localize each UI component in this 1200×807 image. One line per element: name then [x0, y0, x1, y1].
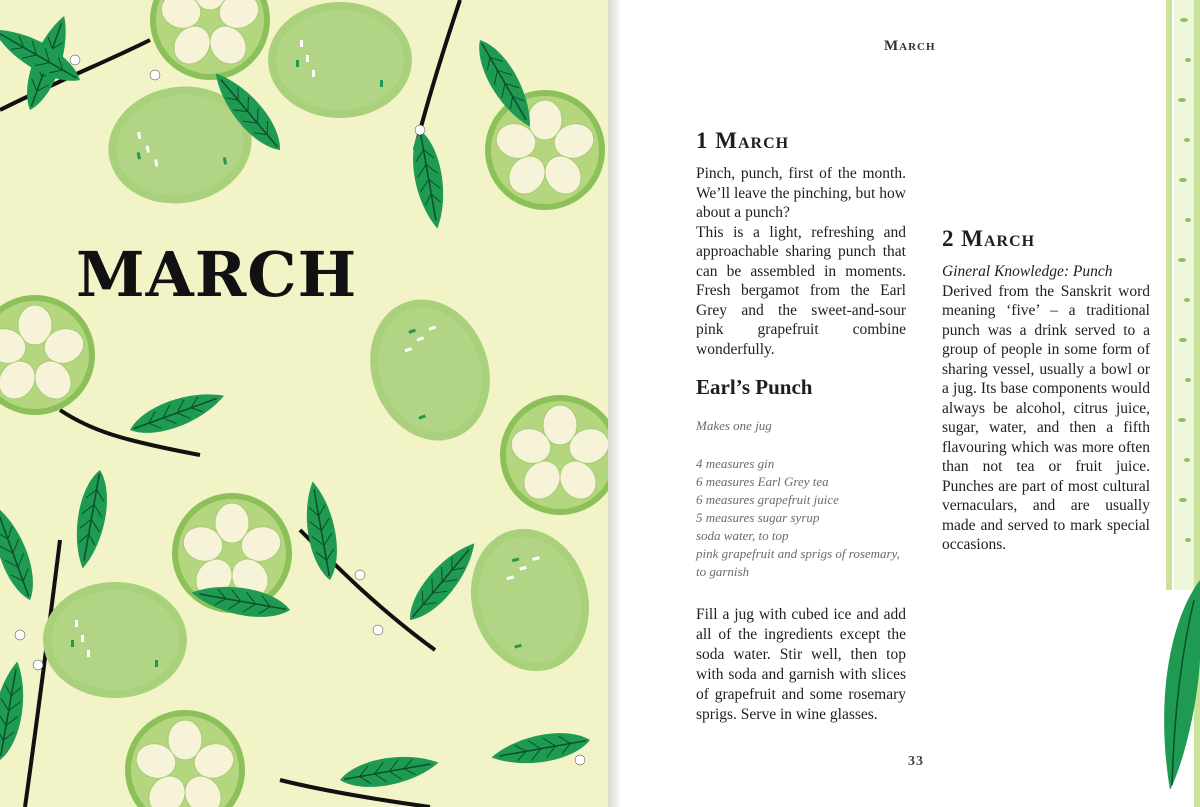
ingredient-list	[696, 455, 906, 581]
running-head: March	[884, 38, 936, 54]
entry-heading-2: 2 March	[942, 226, 1036, 251]
ingredient-item: pink grapefruit and sprigs of rosemary, to garnish	[696, 546, 900, 579]
ingredient-item: soda water, to top	[696, 528, 789, 543]
entry-subheading: Gineral Knowledge: Punch	[942, 263, 1113, 280]
entry-body: Derived from the Sanskrit word meaning ‘five’ – a traditional punch was a drink served to a group of people in some form of sharing vessel, usually a bowl or a jug. Its base components would always be alcohol, citrus juice, sugar, water, and then a fifth flavouring which was more often than not tea or fruit juice. Punches are part of most cultural vernaculars, and are usually made and served to mark special occasions.	[942, 282, 1150, 553]
ingredient-item: 6 measures Earl Grey tea	[696, 474, 829, 489]
ingredient-item: 5 measures sugar syrup	[696, 510, 820, 525]
page-number: 33	[908, 754, 924, 769]
entry-heading-1: 1 March	[696, 128, 790, 153]
ingredient-item: 4 measures gin	[696, 456, 775, 471]
entry-column-1	[696, 128, 906, 725]
ingredient-item: 6 measures grapefruit juice	[696, 492, 839, 507]
recipe-yield: Makes one jug	[696, 418, 772, 433]
chapter-title: MARCH	[76, 238, 358, 311]
intro-paragraph-1: Pinch, punch, first of the month. We’ll leave the pinching, but how about a punch?	[696, 165, 906, 221]
book-gutter	[608, 0, 622, 807]
text-page	[622, 0, 1200, 807]
decorative-edge-strip	[1160, 0, 1200, 807]
entry-column-2	[942, 226, 1150, 555]
recipe-method: Fill a jug with cubed ice and add all of the ingredients except the soda water. Stir well, then top with soda and garnish with slices of grapefruit and some rosemary sprigs. Serve in wine glasses.	[696, 606, 906, 723]
recipe-title: Earl’s Punch	[696, 375, 813, 399]
lime-border-illustration	[1160, 0, 1200, 807]
intro-paragraph-2: This is a light, refreshing and approachable sharing punch that can be assembled in moments. Fresh bergamot from the Earl Grey and the sweet-and-sour pink grapefruit combine wonderfully.	[696, 223, 906, 358]
